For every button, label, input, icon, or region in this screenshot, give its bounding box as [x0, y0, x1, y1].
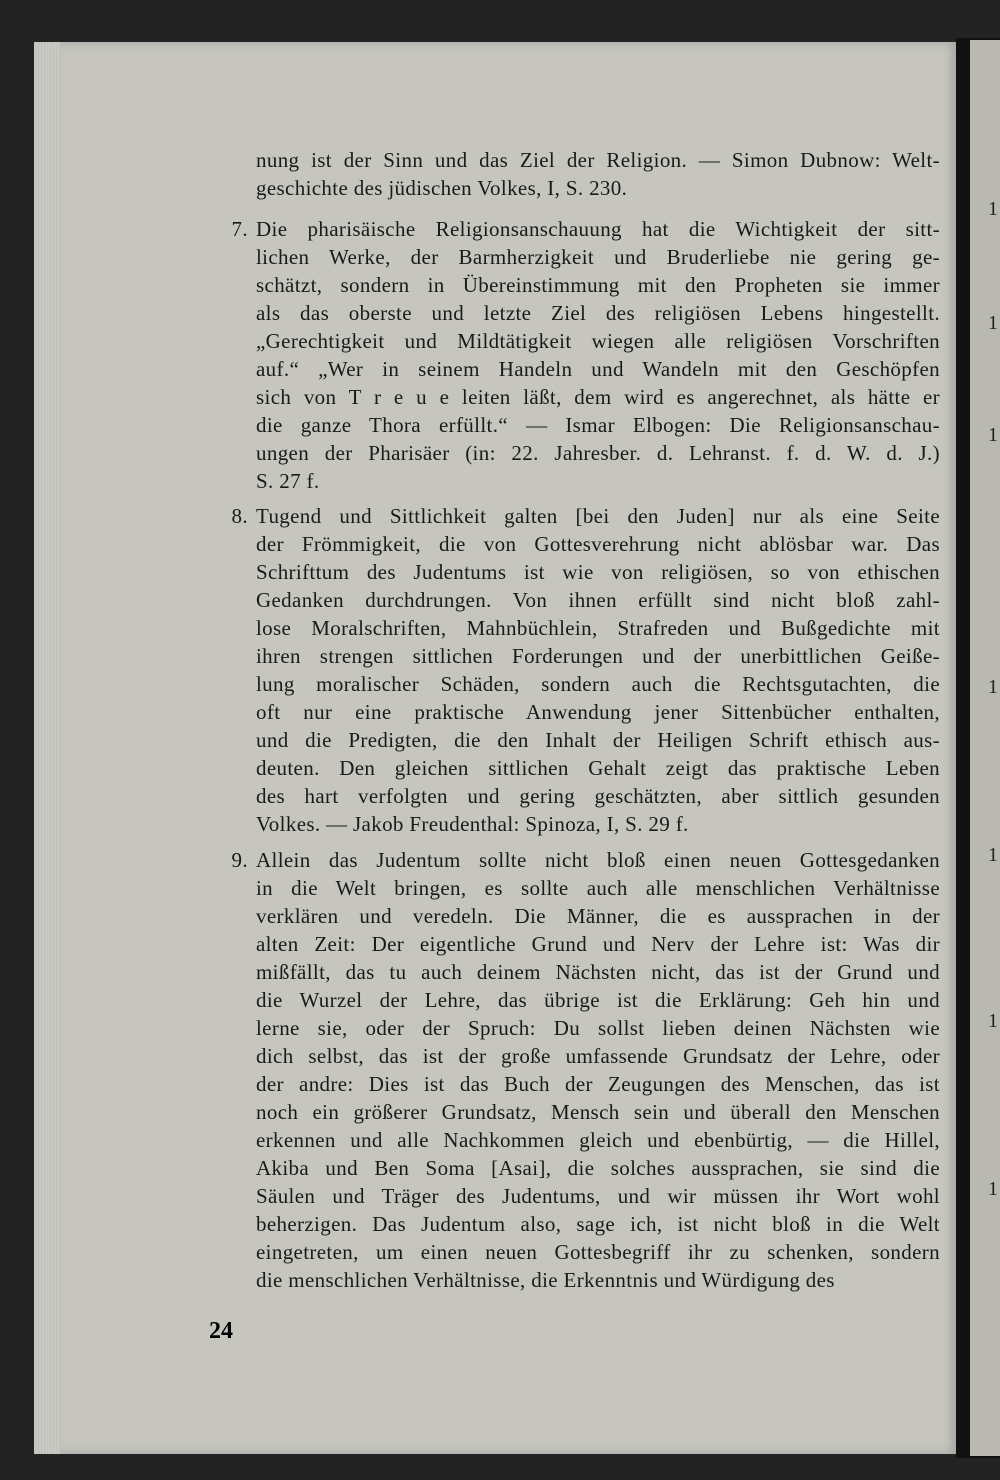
text-line: schätzt, sondern in Übereinstimmung mit den Propheten sie immer — [256, 273, 940, 297]
text-line: erkennen und alle Nachkommen gleich und ebenbürtig, — die Hillel, — [256, 1128, 940, 1152]
paragraph-number: 8. — [231, 504, 248, 528]
next-page-mark: 1 — [988, 198, 998, 220]
text-line: lung moralischer Schäden, sondern auch die Rechtsgutachten, die — [256, 672, 940, 696]
text-line: sich von T r e u e leiten läßt, dem wird es angerechnet, als hätte er — [256, 385, 940, 409]
text-line: die ganze Thora erfüllt.“ — Ismar Elbogen: Die Religionsanschau- — [256, 413, 940, 437]
text-line: oft nur eine praktische Anwendung jener Sittenbücher enthalten, — [256, 700, 940, 724]
text-line: lichen Werke, der Barmherzigkeit und Bruderliebe nie gering ge- — [256, 245, 940, 269]
text-line: ihren strengen sittlichen Forderungen und der unerbittlichen Geiße- — [256, 644, 940, 668]
text-line: Gedanken durchdrungen. Von ihnen erfüllt sind nicht bloß zahl- — [256, 588, 940, 612]
next-page-mark: 1 — [988, 676, 998, 698]
text-line: Säulen und Träger des Judentums, und wir müssen ihr Wort wohl — [256, 1184, 940, 1208]
text-line: deuten. Den gleichen sittlichen Gehalt zeigt das praktische Leben — [256, 756, 940, 780]
text-line: der Frömmigkeit, die von Gottesverehrung nicht ablösbar war. Das — [256, 532, 940, 556]
text-line: und die Predigten, die den Inhalt der Heiligen Schrift ethisch aus- — [256, 728, 940, 752]
text-line: lose Moralschriften, Mahnbüchlein, Strafreden und Bußgedichte mit — [256, 616, 940, 640]
text-line: Volkes. — Jakob Freudenthal: Spinoza, I, S. 29 f. — [256, 812, 689, 836]
text-line: Allein das Judentum sollte nicht bloß einen neuen Gottesgedanken — [256, 848, 940, 872]
text-line: „Gerechtigkeit und Mildtätigkeit wiegen alle religiösen Vorschriften — [256, 329, 940, 353]
text-line: Akiba und Ben Soma [Asai], die solches aussprachen, sie sind die — [256, 1156, 940, 1180]
text-line: alten Zeit: Der eigentliche Grund und Nerv der Lehre ist: Was dir — [256, 932, 940, 956]
text-line: dich selbst, das ist der große umfassende Grundsatz der Lehre, oder — [256, 1044, 940, 1068]
text-line: als das oberste und letzte Ziel des religiösen Lebens hingestellt. — [256, 301, 940, 325]
next-page-mark: 1 — [988, 1178, 998, 1200]
next-page-mark: 1 — [988, 312, 998, 334]
next-page-mark: 1 — [988, 1010, 998, 1032]
text-line: mißfällt, das tu auch deinem Nächsten nicht, das ist der Grund und — [256, 960, 940, 984]
text-line: die menschlichen Verhältnisse, die Erkenntnis und Würdigung des — [256, 1268, 835, 1292]
next-page-mark: 1 — [988, 424, 998, 446]
text-line: eingetreten, um einen neuen Gottesbegriff ihr zu schenken, sondern — [256, 1240, 940, 1264]
text-line: beherzigen. Das Judentum also, sage ich, ist nicht bloß in die Welt — [256, 1212, 940, 1236]
text-line: lerne sie, oder der Spruch: Du sollst lieben deinen Nächsten wie — [256, 1016, 940, 1040]
text-line: nung ist der Sinn und das Ziel der Religion. — Simon Dubnow: Welt- — [256, 148, 940, 172]
text-line: in die Welt bringen, es sollte auch alle menschlichen Verhältnisse — [256, 876, 940, 900]
text-line: die Wurzel der Lehre, das übrige ist die Erklärung: Geh hin und — [256, 988, 940, 1012]
next-page-mark: 1 — [988, 844, 998, 866]
text-line: der andre: Dies ist das Buch der Zeugungen des Menschen, das ist — [256, 1072, 940, 1096]
paragraph-number: 9. — [231, 848, 248, 872]
text-line: ungen der Pharisäer (in: 22. Jahresber. d. Lehranst. f. d. W. d. J.) — [256, 441, 940, 465]
text-line: des hart verfolgten und gering geschätzten, aber sittlich gesunden — [256, 784, 940, 808]
text-line: geschichte des jüdischen Volkes, I, S. 230. — [256, 176, 628, 200]
text-line: S. 27 f. — [256, 469, 320, 493]
text-line: Tugend und Sittlichkeit galten [bei den Juden] nur als eine Seite — [256, 504, 940, 528]
paragraph-number: 7. — [231, 217, 248, 241]
text-line: noch ein größerer Grundsatz, Mensch sein und überall den Menschen — [256, 1100, 940, 1124]
text-line: Die pharisäische Religionsanschauung hat die Wichtigkeit der sitt- — [256, 217, 940, 241]
text-line: verklären und veredeln. Die Männer, die es aussprachen in der — [256, 904, 940, 928]
page-number: 24 — [209, 1318, 233, 1344]
text-line: auf.“ „Wer in seinem Handeln und Wandeln mit den Geschöpfen — [256, 357, 940, 381]
text-line: Schrifttum des Judentums ist wie von religiösen, so von ethischen — [256, 560, 940, 584]
